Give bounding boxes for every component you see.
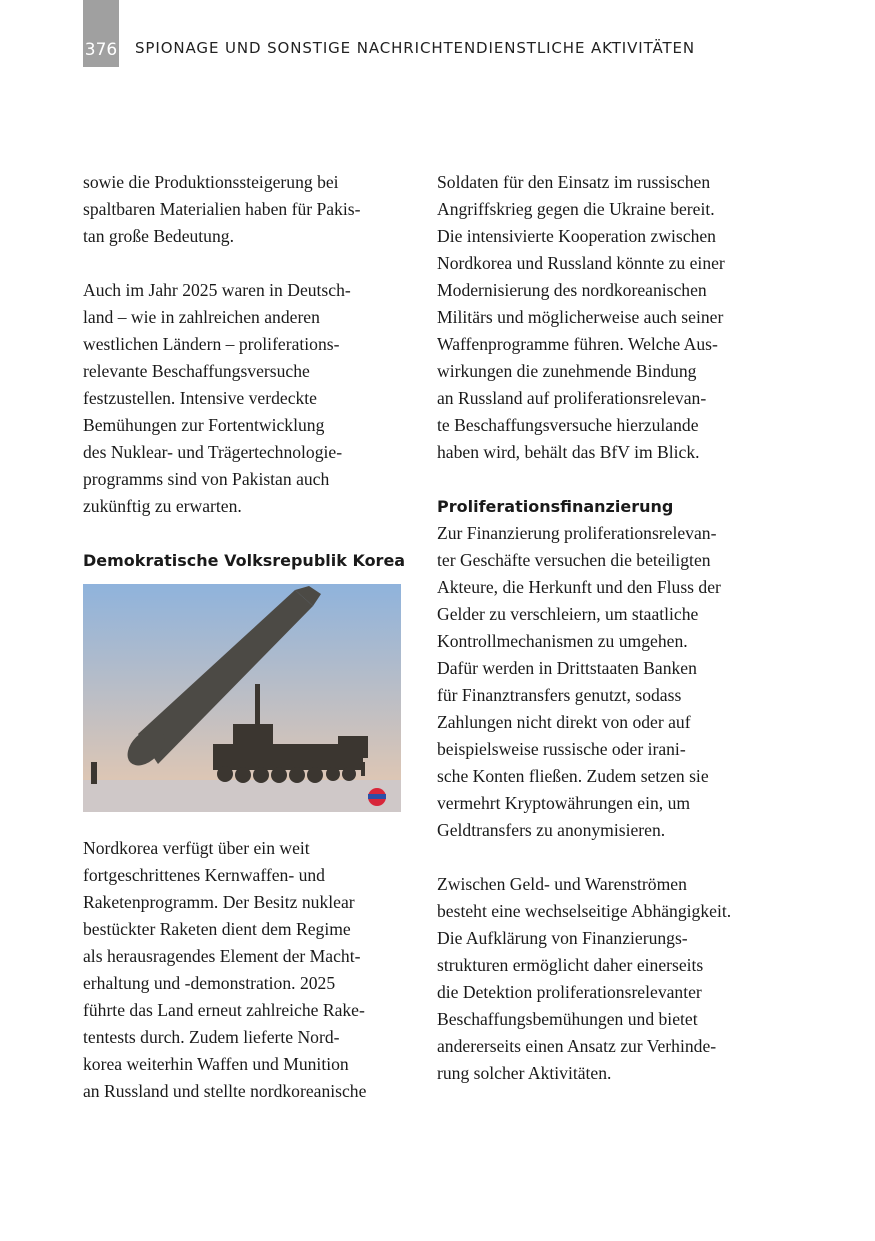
text-line: Raketenprogramm. Der Besitz nuklear [83,892,355,912]
text-line: festzustellen. Intensive verdeckte [83,388,317,408]
text-line: tentests durch. Zudem lieferte Nord- [83,1027,340,1047]
text-line: relevante Beschaffungsversuche [83,361,310,381]
text-line: te Beschaffungsversuche hierzulande [437,415,699,435]
text-line: Soldaten für den Einsatz im russischen [437,172,711,192]
text-line: des Nuklear- und Trägertechnologie- [83,442,343,462]
text-line: Gelder zu verschleiern, um staatliche [437,604,699,624]
text-line: programms sind von Pakistan auch [83,469,330,489]
text-line: zukünftig zu erwarten. [83,496,242,516]
text-line: Die intensivierte Kooperation zwischen [437,226,716,246]
paragraph [437,871,772,1087]
text-line: Zwischen Geld- und Warenströmen [437,874,687,894]
left-column [83,169,413,1105]
text-line: Bemühungen zur Fortentwicklung [83,415,325,435]
text-line: für Finanztransfers genutzt, sodass [437,685,682,705]
running-head: SPIONAGE UND SONSTIGE NACHRICHTENDIENSTLICHE AKTIVITÄTEN [135,39,696,57]
text-line: Die Aufklärung von Finanzierungs- [437,928,688,948]
text-line: rung solcher Aktivitäten. [437,1063,612,1083]
text-line: Angriffskrieg gegen die Ukraine bereit. [437,199,715,219]
text-line: sowie die Produktionssteigerung bei [83,172,339,192]
paragraph [83,169,413,250]
text-line: an Russland und stellte nordkoreanische [83,1081,367,1101]
text-line: andererseits einen Ansatz zur Verhinde- [437,1036,717,1056]
text-line: Geldtransfers zu anonymisieren. [437,820,666,840]
paragraph [83,835,413,1105]
text-line: besteht eine wechselseitige Abhängigkeit. [437,901,732,921]
text-line: Nordkorea und Russland könnte zu einer [437,253,725,273]
text-line: Beschaffungsbemühungen und bietet [437,1009,698,1029]
text-line: Nordkorea verfügt über ein weit [83,838,310,858]
snowy-ground [83,780,401,812]
text-line: Dafür werden in Drittstaaten Banken [437,658,697,678]
page-number: 376 [83,0,119,67]
text-line: Militärs und möglicherweise auch seiner [437,307,724,327]
section-heading-korea: Demokratische Volksrepublik Korea [83,551,406,570]
text-line: Akteure, die Herkunft und den Fluss der [437,577,721,597]
text-line: ter Geschäfte versuchen die beteiligten [437,550,711,570]
paragraph [437,169,772,466]
text-line: fortgeschrittenes Kernwaffen- und [83,865,325,885]
text-line: Zahlungen nicht direkt von oder auf [437,712,691,732]
section-heading-proliferation-financing: Proliferationsfinanzierung [437,497,674,516]
text-line: korea weiterhin Waffen und Munition [83,1054,349,1074]
broadcaster-logo-icon [368,788,386,806]
text-line: land – wie in zahlreichen anderen [83,307,320,327]
text-line: Auch im Jahr 2025 waren in Deutsch- [83,280,351,300]
text-line: bestückter Raketen dient dem Regime [83,919,351,939]
right-column [437,169,772,1087]
text-line: Zur Finanzierung proliferationsrelevan- [437,523,717,543]
text-line: strukturen ermöglicht daher einerseits [437,955,704,975]
text-line: vermehrt Kryptowährungen ein, um [437,793,691,813]
text-line: spaltbaren Materialien haben für Pakis- [83,199,361,219]
text-line: als herausragendes Element der Macht- [83,946,361,966]
text-line: beispielsweise russische oder irani- [437,739,686,759]
text-line: Kontrollmechanismen zu umgehen. [437,631,688,651]
text-line: wirkungen die zunehmende Bindung [437,361,697,381]
text-line: an Russland auf proliferationsrelevan- [437,388,707,408]
text-line: die Detektion proliferationsrelevanter [437,982,702,1002]
missile-launcher-photo [83,584,401,812]
paragraph [437,520,772,844]
text-line: sche Konten fließen. Zudem setzen sie [437,766,709,786]
text-line: Modernisierung des nordkoreanischen [437,280,707,300]
text-line: westlichen Ländern – proliferations- [83,334,340,354]
text-line: haben wird, behält das BfV im Blick. [437,442,700,462]
paragraph [83,277,413,520]
text-line: führte das Land erneut zahlreiche Rake- [83,1000,365,1020]
text-line: Waffenprogramme führen. Welche Aus- [437,334,718,354]
text-line: erhaltung und -demonstration. 2025 [83,973,336,993]
text-line: tan große Bedeutung. [83,226,234,246]
